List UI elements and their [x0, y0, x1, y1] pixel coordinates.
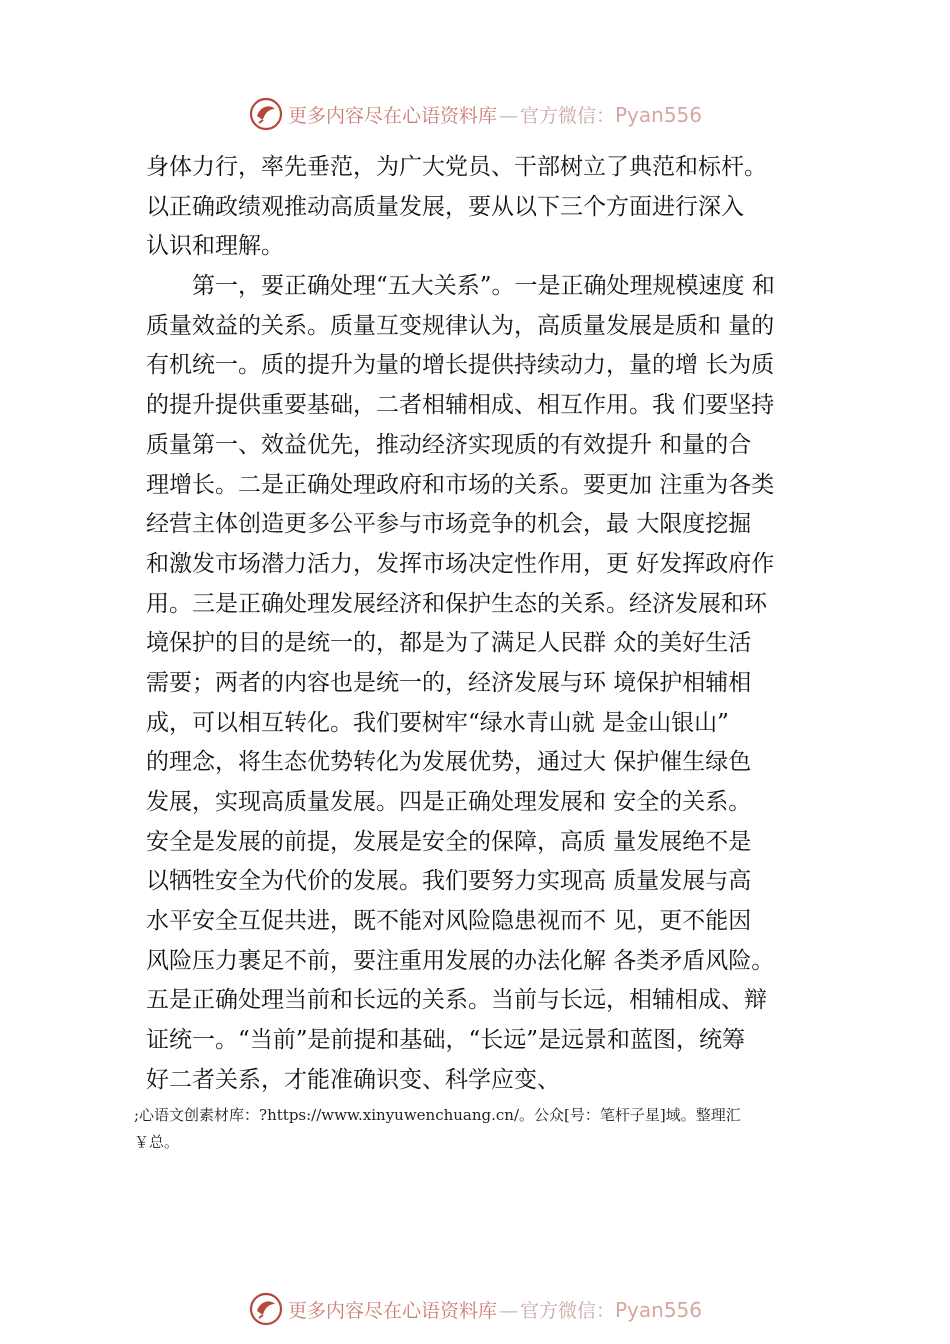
body-line: 需要；两者的内容也是统一的，经济发展与环 境保护相辅相 — [146, 669, 752, 696]
body-line: 的理念，将生态优势转化为发展优势，通过大 保护催生绿色 — [146, 749, 752, 776]
source-footnote — [134, 1102, 834, 1156]
body-line: 认识和理解。 — [146, 233, 284, 260]
body-line: 以牺牲安全为代价的发展。我们要努力实现高 质量发展与高 — [146, 868, 752, 895]
footer-banner — [0, 1287, 950, 1331]
banner-text: 更多内容尽在心语资料库 — 官方微信：Pyan556 — [287, 102, 703, 127]
body-line: 第一，要正确处理“五大关系”。一是正确处理规模速度 和 — [146, 273, 775, 300]
body-line: 境保护的目的是统一的，都是为了满足人民群 众的美好生活 — [146, 630, 752, 657]
body-line: 好二者关系，才能准确识变、科学应变、 — [146, 1066, 560, 1093]
brand-logo-icon — [248, 1291, 284, 1327]
body-line: 五是正确处理当前和长远的关系。当前与长远，相辅相成、辩 — [146, 987, 767, 1014]
body-line: 安全是发展的前提，发展是安全的保障，高质 量发展绝不是 — [146, 828, 752, 855]
body-line: 的提升提供重要基础，二者相辅相成、相互作用。我 们要坚持 — [146, 392, 775, 419]
body-line: 成，可以相互转化。我们要树牢“绿水青山就 是金山银山” — [146, 709, 729, 736]
body-line: 有机统一。质的提升为量的增长提供持续动力，量的增 长为质 — [146, 352, 775, 379]
body-line: 理增长。二是正确处理政府和市场的关系。要更加 注重为各类 — [146, 471, 775, 498]
body-line: 用。三是正确处理发展经济和保护生态的关系。经济发展和环 — [146, 590, 767, 617]
body-line: 经营主体创造更多公平参与市场竞争的机会，最 大限度挖掘 — [146, 511, 752, 538]
body-line: 身体力行，率先垂范，为广大党员、干部树立了典范和标杆。 — [146, 154, 767, 180]
body-line: 以正确政绩观推动高质量发展，要从以下三个方面进行深入 — [146, 193, 744, 220]
document-body — [146, 148, 836, 1101]
body-line: 质量第一、效益优先，推动经济实现质的有效提升 和量的合 — [146, 431, 752, 458]
header-banner — [0, 92, 950, 136]
footnote-line: ;心语文创素材库：?https://www.xinyuwenchuang.cn/。公众[号：笔杆子星]域。整理汇 — [134, 1106, 741, 1124]
brand-logo-icon — [248, 96, 284, 132]
body-line: 质量效益的关系。质量互变规律认为，高质量发展是质和 量的 — [146, 312, 775, 339]
body-line: 证统一。“当前”是前提和基础，“长远”是远景和蓝图，统筹 — [146, 1027, 746, 1054]
body-line: 和激发市场潜力活力，发挥市场决定性作用，更 好发挥政府作 — [146, 550, 775, 577]
footnote-line: ￥总。 — [134, 1133, 180, 1151]
body-line: 发展，实现高质量发展。四是正确处理发展和 安全的关系。 — [146, 789, 752, 815]
body-line: 风险压力裹足不前，要注重用发展的办法化解 各类矛盾风险。 — [146, 947, 775, 974]
banner-text: 更多内容尽在心语资料库 — 官方微信：Pyan556 — [287, 1297, 703, 1322]
body-line: 水平安全互促共进，既不能对风险隐患视而不 见，更不能因 — [146, 908, 752, 935]
